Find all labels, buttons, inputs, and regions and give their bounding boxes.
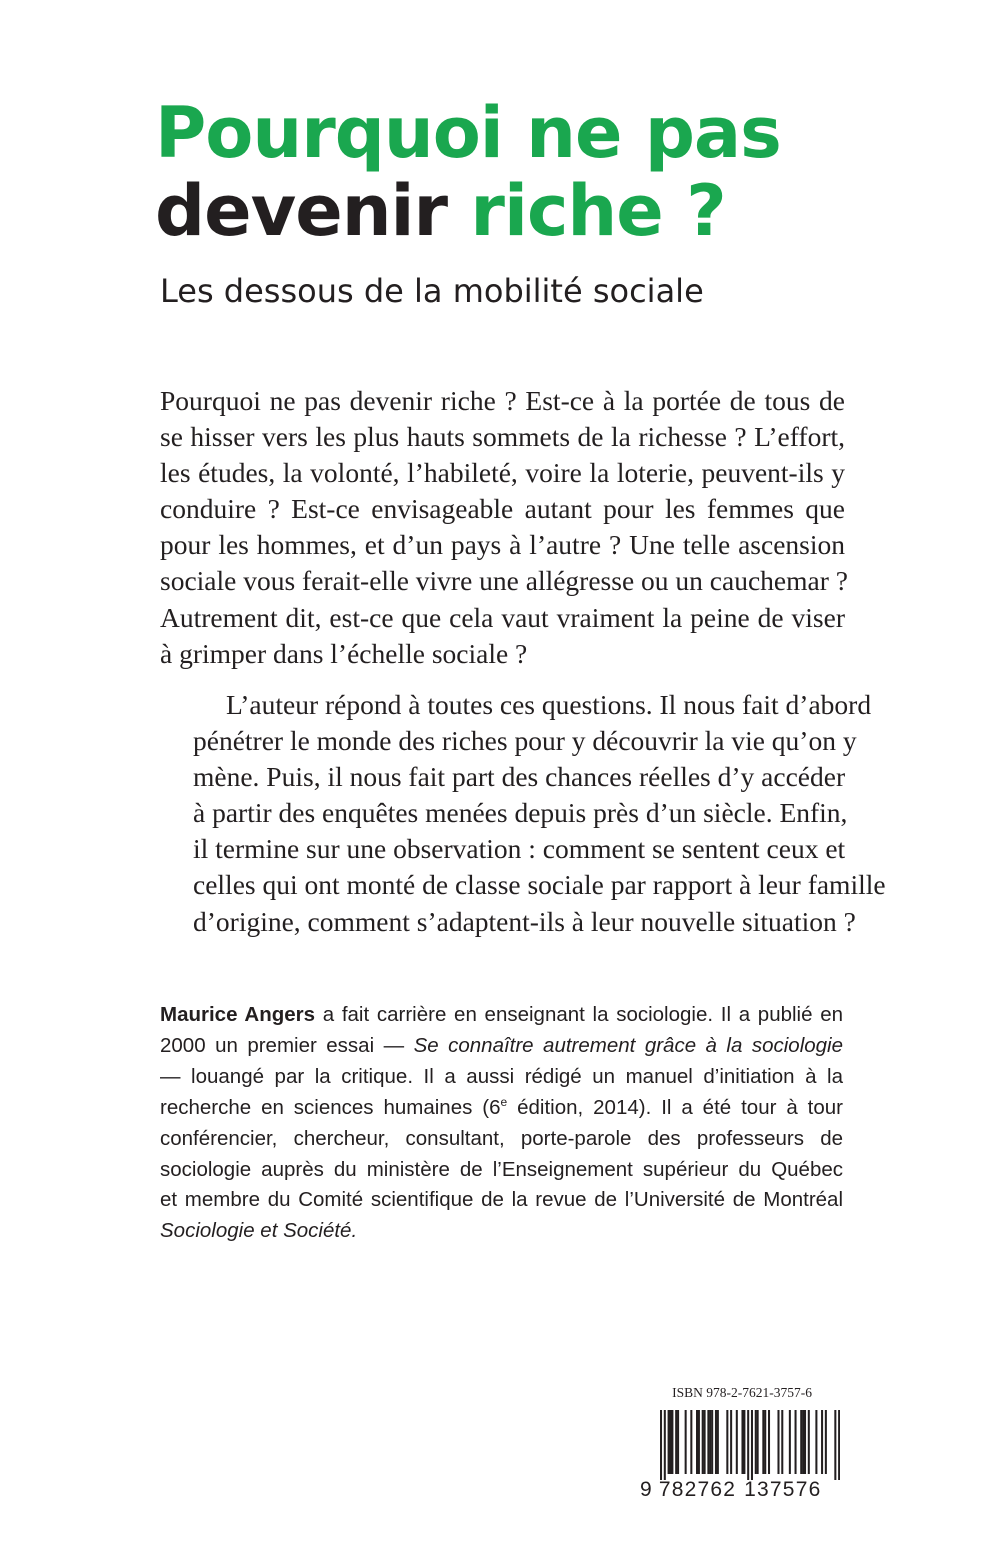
title-line-2 <box>155 170 726 252</box>
barcode-bar <box>821 1410 823 1474</box>
barcode-bar <box>781 1410 783 1474</box>
barcode-bar <box>707 1410 709 1474</box>
barcode-bar <box>711 1410 713 1474</box>
barcode-bar <box>838 1410 840 1480</box>
title-line-1 <box>155 92 781 174</box>
barcode-bar <box>815 1410 817 1474</box>
paragraph-line: Autrement dit, est-ce que cela vaut vraiment la peine de viser <box>160 601 845 633</box>
paragraph-line: Pourquoi ne pas devenir riche ? Est-ce à la portée de tous de <box>160 385 845 416</box>
barcode-bar <box>808 1410 810 1474</box>
bio-text: 2000 un premier essai — <box>160 1033 414 1057</box>
barcode-bar <box>675 1410 677 1474</box>
paragraph-line: d’origine, comment s’adaptent-ils à leur nouvelle situation ? <box>193 905 856 937</box>
isbn-barcode-block <box>640 1385 840 1501</box>
barcode <box>660 1410 840 1480</box>
paragraph-line: pour les hommes, et d’un pays à l’autre ? Une telle ascension <box>160 529 845 561</box>
bio-text: édition, 2014). Il a été tour à tour <box>507 1095 843 1119</box>
superscript-e: e <box>500 1094 508 1109</box>
barcode-bar <box>800 1410 802 1474</box>
bio-line: et membre du Comité scientifique de la revue de l’Université de Montréal <box>160 1188 843 1212</box>
barcode-group-2: 137576 <box>744 1478 822 1501</box>
barcode-bar <box>715 1410 717 1474</box>
paragraph-line: à grimper dans l’échelle sociale ? <box>160 637 528 669</box>
author-bio <box>160 1000 843 1247</box>
barcode-bar <box>743 1410 745 1474</box>
barcode-bar <box>834 1410 836 1480</box>
paragraph-line: pénétrer le monde des riches pour y découvrir la vie qu’on y <box>193 725 857 757</box>
bio-line: sociologie auprès du ministère de l’Enseignement supérieur du Québec <box>160 1157 843 1181</box>
bio-line <box>160 1000 843 1031</box>
barcode-bar <box>677 1410 679 1474</box>
paragraph-line: L’auteur répond à toutes ces questions. Il nous fait d’abord <box>226 689 872 720</box>
barcode-bar <box>730 1410 732 1474</box>
description-paragraph-2 <box>160 687 886 940</box>
barcode-bar <box>795 1410 797 1474</box>
barcode-group-1: 782762 <box>658 1478 737 1501</box>
barcode-bar <box>702 1410 704 1474</box>
barcode-bar <box>690 1410 692 1474</box>
barcode-bar <box>698 1410 700 1474</box>
barcode-bar <box>741 1410 743 1474</box>
barcode-bar <box>802 1410 804 1474</box>
barcode-bar <box>757 1410 759 1474</box>
bio-line <box>160 1093 843 1124</box>
barcode-bar <box>717 1410 719 1474</box>
bio-text: recherche en sciences humaines (6 <box>160 1095 501 1119</box>
barcode-bar <box>669 1410 671 1474</box>
barcode-bar <box>664 1410 666 1480</box>
barcode-bar <box>726 1410 728 1474</box>
barcode-bar <box>685 1410 687 1474</box>
barcode-bar <box>668 1410 670 1474</box>
title-dark-part: devenir <box>155 170 448 252</box>
barcode-bar <box>751 1410 753 1480</box>
author-name: Maurice Angers <box>160 1003 316 1026</box>
barcode-bar <box>777 1410 779 1474</box>
barcode-bar <box>755 1410 757 1474</box>
barcode-bar <box>789 1410 791 1474</box>
bio-line: conférencier, chercheur, consultant, porte-parole des professeurs de <box>160 1126 843 1150</box>
barcode-first-digit: 9 <box>640 1478 653 1501</box>
journal-title: Sociologie et Société. <box>160 1219 358 1243</box>
bio-text: a fait carrière en enseignant la sociologie. Il a publié en <box>315 1003 844 1026</box>
barcode-bar <box>804 1410 806 1474</box>
bio-line <box>160 1031 843 1062</box>
title-green-part: Pourquoi ne pas <box>155 92 781 174</box>
barcode-bar <box>747 1410 749 1480</box>
barcode-bar <box>671 1410 673 1474</box>
barcode-bar <box>825 1410 827 1474</box>
barcode-digits <box>640 1478 840 1502</box>
paragraph-line: mène. Puis, il nous fait part des chances réelles d’y accéder <box>193 761 846 793</box>
isbn-label: ISBN 978-2-7621-3757-6 <box>672 1385 812 1400</box>
paragraph-line: sociale vous ferait-elle vivre une allégresse ou un cauchemar ? <box>160 565 848 597</box>
barcode-bar <box>704 1410 706 1474</box>
barcode-bar <box>736 1410 738 1474</box>
paragraph-line: à partir des enquêtes menées depuis près d’un siècle. Enfin, <box>193 797 848 829</box>
paragraph-line: se hisser vers les plus hauts sommets de la richesse ? L’effort, <box>160 421 845 453</box>
paragraph-line: celles qui ont monté de classe sociale par rapport à leur famille <box>193 869 886 901</box>
paragraph-line: conduire ? Est-ce envisageable autant pour les femmes que <box>160 493 845 525</box>
description-paragraph-1 <box>160 383 848 672</box>
subtitle: Les dessous de la mobilité sociale <box>160 272 704 310</box>
barcode-bar <box>762 1410 764 1474</box>
barcode-bar <box>768 1410 770 1474</box>
bio-line: — louangé par la critique. Il a aussi rédigé un manuel d’initiation à la <box>160 1064 843 1088</box>
paragraph-line: il termine sur une observation : comment se sentent ceux et <box>193 833 846 865</box>
title-green-riche: riche ? <box>470 170 726 252</box>
barcode-bar <box>660 1410 662 1480</box>
barcode-bar <box>764 1410 766 1474</box>
barcode-bar <box>709 1410 711 1474</box>
book-title-essay: Se connaître autrement grâce à la sociologie <box>413 1033 844 1057</box>
barcode-bar <box>696 1410 698 1474</box>
paragraph-line: les études, la volonté, l’habileté, voire la loterie, peuvent-ils y <box>160 457 845 489</box>
